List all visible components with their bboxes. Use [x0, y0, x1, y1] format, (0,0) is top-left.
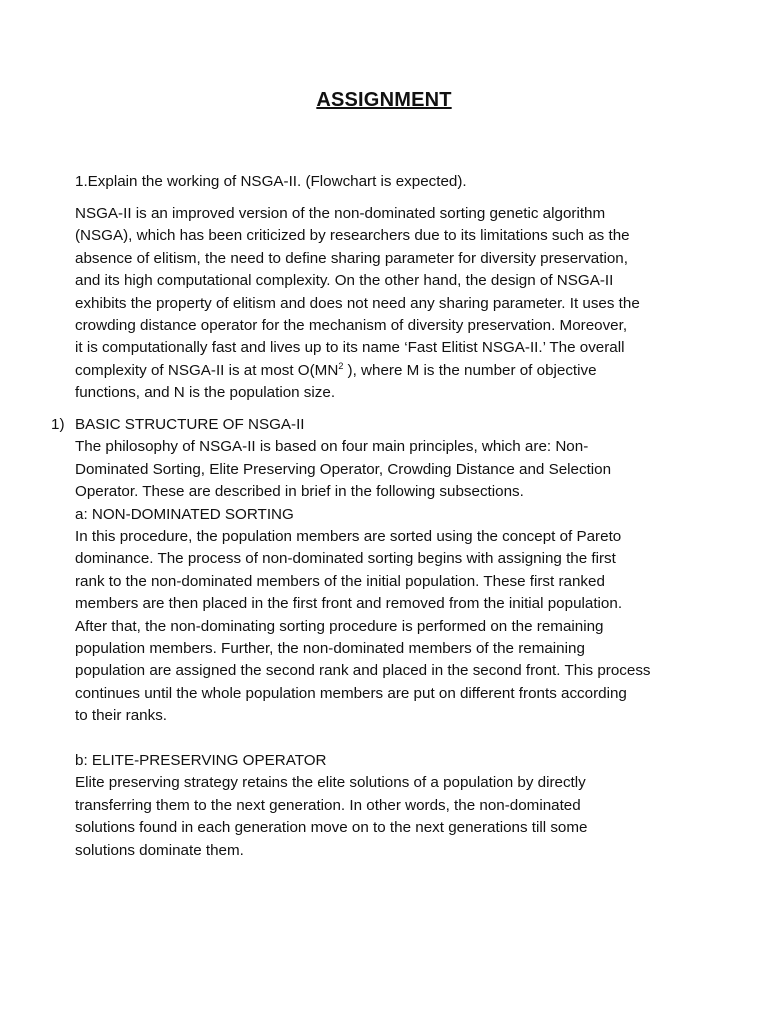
intro-line: NSGA-II is an improved version of the non-dominated sorting genetic algorithm — [75, 205, 606, 222]
subsection-line: members are then placed in the first front and removed from the initial population. — [75, 595, 623, 613]
section-basic-structure — [75, 414, 725, 862]
intro-line: and its high computational complexity. On the other hand, the design of NSGA-II — [75, 272, 614, 290]
subsection-heading-elite-preserving: b: ELITE-PRESERVING OPERATOR — [75, 752, 327, 770]
intro-line: exhibits the property of elitism and does not need any sharing parameter. It uses the — [75, 294, 640, 312]
section-number: 1) — [51, 416, 65, 433]
subsection-line: solutions found in each generation move on to the next generations till some — [75, 819, 588, 837]
complexity-superscript: 2 — [338, 360, 344, 371]
section-line: Dominated Sorting, Elite Preserving Operator, Crowding Distance and Selection — [75, 460, 612, 478]
subsection-line: population are assigned the second rank and placed in the second front. This process — [75, 662, 651, 680]
document-title: ASSIGNMENT — [316, 89, 452, 111]
question-text: 1.Explain the working of NSGA-II. (Flowchart is expected). — [75, 173, 467, 190]
subsection-line: In this procedure, the population members are sorted using the concept of Pareto — [75, 528, 622, 546]
subsection-line: to their ranks. — [75, 707, 168, 725]
intro-paragraph — [75, 203, 715, 405]
intro-line: absence of elitism, the need to define sharing parameter for diversity preservation, — [75, 249, 628, 267]
subsection-line: After that, the non-dominating sorting procedure is performed on the remaining — [75, 617, 604, 635]
subsection-heading-non-dominated-sorting: a: NON-DOMINATED SORTING — [75, 505, 294, 523]
subsection-line: continues until the whole population members are put on different fronts according — [75, 684, 627, 702]
section-line: Operator. These are described in brief in the following subsections. — [75, 483, 524, 501]
section-line: The philosophy of NSGA-II is based on four main principles, which are: Non- — [75, 438, 589, 456]
subsection-line: solutions dominate them. — [75, 841, 244, 859]
subsection-line: population members. Further, the non-dominated members of the remaining — [75, 640, 585, 658]
subsection-line: rank to the non-dominated members of the initial population. These first ranked — [75, 572, 605, 590]
subsection-line: transferring them to the next generation. In other words, the non-dominated — [75, 796, 581, 814]
complexity-text-after: ), where M is the number of objective — [343, 361, 597, 379]
complexity-text-before: complexity of NSGA-II is at most O(MN — [75, 361, 339, 379]
intro-line: (NSGA), which has been criticized by researchers due to its limitations such as the — [75, 227, 630, 245]
blank-line — [75, 728, 725, 750]
intro-complexity-line — [75, 360, 715, 382]
section-heading: BASIC STRUCTURE OF NSGA-II — [75, 416, 305, 433]
subsection-line: Elite preserving strategy retains the elite solutions of a population by directly — [75, 774, 586, 792]
intro-line: crowding distance operator for the mechanism of diversity preservation. Moreover, — [75, 317, 628, 335]
subsection-line: dominance. The process of non-dominated sorting begins with assigning the first — [75, 550, 616, 568]
intro-line: functions, and N is the population size. — [75, 384, 336, 402]
intro-line: it is computationally fast and lives up to its name ‘Fast Elitist NSGA-II.’ The overall — [75, 339, 625, 357]
